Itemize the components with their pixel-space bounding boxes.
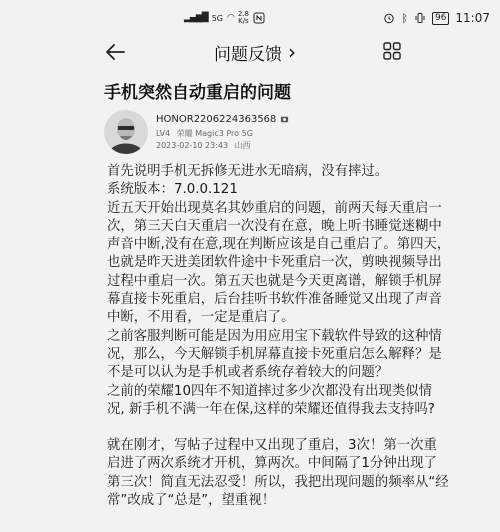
forum-section-button[interactable] [214, 40, 296, 65]
back-button[interactable] [104, 40, 128, 64]
body-line: 不是可以认为是手机或者系统存着较大的问题？ [107, 365, 389, 381]
author-name-link[interactable] [156, 114, 289, 125]
clock: 11:07 [455, 11, 490, 25]
post-date: 2023-02-10 23:43 [156, 141, 229, 150]
body-line: 过程中重启一次。第五天也就是今天更离谱，解锁手机屏 [107, 273, 442, 289]
body-line: 系统版本：7.0.0.121 [107, 182, 238, 198]
speed-value: 2.8 [237, 10, 249, 18]
status-left [184, 11, 265, 25]
body-line: 常”改成了“总是”，望重视！ [107, 493, 276, 509]
network-type: 5G [211, 13, 223, 23]
body-line: 声音中断,没有在意,现在判断应该是自己重启了。第四天， [107, 237, 451, 253]
speed-unit: K/s [238, 17, 249, 25]
signal-icon: ▂▄▆█ [184, 13, 208, 23]
post-body [107, 163, 451, 510]
body-line: 幕直接卡死重启，后台挂听书软件准备睡觉又出现了声音 [107, 292, 442, 308]
author-device: 荣耀 Magic3 Pro 5G [176, 129, 253, 138]
body-line: 次，第三天白天重启一次没有在意，晚上听书睡觉迷糊中 [107, 218, 442, 234]
alarm-icon [383, 12, 395, 24]
body-line: 也就是昨天进美团软件途中卡死重启一次，剪映视频导出 [107, 255, 442, 271]
wifi-icon: ◠ [226, 13, 234, 23]
grid-icon[interactable] [383, 42, 401, 60]
avatar[interactable] [104, 110, 148, 154]
body-line: 况, 新手机不满一年在保,这样的荣耀还值得我去支持吗? [107, 401, 435, 417]
body-line: 近五天开始出现莫名其妙重启的问题，前两天每天重启一 [107, 200, 442, 216]
status-right [383, 11, 490, 25]
body-line: 启进了两次系统才开机，算两次。中间隔了1分钟出现了 [107, 456, 437, 472]
author-meta [156, 128, 257, 139]
body-line: 首先说明手机无拆修无进水无暗病，没有摔过。 [107, 164, 389, 179]
battery-icon: 96 [432, 12, 449, 25]
body-line: 之前客服判断可能是因为用应用宝下载软件导致的这种情 [107, 328, 442, 344]
status-bar [0, 0, 500, 36]
author-name: HONOR2206224363568 [156, 114, 277, 125]
post-location: 山西 [234, 141, 251, 150]
verified-badge-icon [280, 115, 289, 124]
nfc-icon [253, 12, 265, 24]
author-level: LV4 [156, 129, 171, 138]
network-speed [238, 11, 249, 25]
body-line: 就在刚才，写帖子过程中又出现了重启，3次！第一次重 [107, 438, 437, 454]
page-title: 问题反馈 [214, 45, 282, 65]
author-info [104, 110, 404, 155]
body-line: 第三次！简直无法忍受！所以，我把出现问题的频率从“经 [107, 474, 449, 490]
bluetooth-icon: ᛒ [401, 11, 408, 25]
post-title: 手机突然自动重启的问题 [104, 83, 291, 103]
post-time [156, 140, 255, 151]
paragraph-gap [107, 419, 407, 437]
body-line: 况，那么，今天解锁手机屏幕直接卡死重启怎么解释？是 [107, 346, 442, 362]
chevron-right-icon: › [288, 40, 296, 64]
body-line: 之前的荣耀10四年不知道摔过多少次都没有出现类似情 [107, 383, 433, 399]
body-line: 中断，不用看，一定是重启了。 [107, 310, 295, 326]
nav-bar [0, 36, 500, 66]
vibrate-icon [414, 12, 426, 24]
